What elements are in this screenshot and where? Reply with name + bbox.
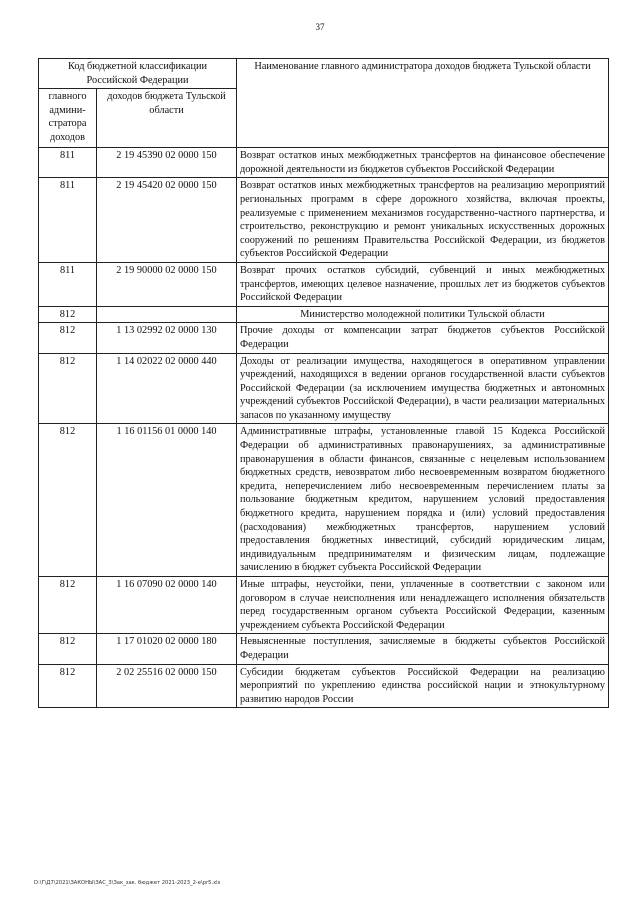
table-row	[39, 306, 609, 323]
name-header: Наименование главного администратора доходов бюджета Тульской области	[237, 59, 609, 148]
income-name-cell: Прочие доходы от компенсации затрат бюджетов субъектов Российской Федерации	[237, 323, 609, 353]
table-row	[39, 424, 609, 577]
table-row	[39, 634, 609, 664]
income-name-cell: Возврат остатков иных межбюджетных трансфертов на финансовое обеспечение дорожной деятельности из бюджетов субъектов Российской Федерации	[237, 148, 609, 178]
admin-code-cell: 812	[39, 634, 97, 664]
income-code-cell	[97, 306, 237, 323]
table-row	[39, 577, 609, 634]
admin-code-cell: 812	[39, 664, 97, 708]
income-name-cell: Административные штрафы, установленные главой 15 Кодекса Российской Федерации об административных правонарушениях, за административные правонарушения в области финансов, связанные с нецелевым использованием бюджетных средств, невозвратом либо несвоевременным возвратом бюджетного кредита, неперечислением либо несвоевременным перечислением платы за пользование бюджетным кредитом, нарушением условий предоставления бюджетного кредита, нарушением порядка и (или) условий предоставления (расходования) межбюджетных трансфертов, нарушением условий предоставления бюджетных инвестиций, субсидий юридическим лицам, индивидуальным предпринимателям и физическим лицам, подлежащие зачислению в бюджет субъекта Российской Федерации	[237, 424, 609, 577]
table-row	[39, 323, 609, 353]
file-path-footer: D:\Г\Д7\2021\ЗАКОНЫ\ЗАС_3\Зак_зак. бюджет 2021-2023_2-e\pr5.xls	[34, 880, 221, 886]
income-code-cell: 2 19 45420 02 0000 150	[97, 178, 237, 263]
admin-code-cell: 812	[39, 424, 97, 577]
admin-code-cell: 812	[39, 577, 97, 634]
income-code-cell: 1 14 02022 02 0000 440	[97, 353, 237, 424]
income-code-cell: 1 17 01020 02 0000 180	[97, 634, 237, 664]
table-row	[39, 178, 609, 263]
income-code-cell: 2 19 90000 02 0000 150	[97, 262, 237, 306]
income-col-header: доходов бюджета Тульской области	[97, 89, 237, 148]
income-name-cell: Невыясненные поступления, зачисляемые в бюджеты субъектов Российской Федерации	[237, 634, 609, 664]
income-code-cell: 2 02 25516 02 0000 150	[97, 664, 237, 708]
admin-code-cell: 811	[39, 178, 97, 263]
income-administrators-table	[38, 58, 609, 708]
admin-code-cell: 812	[39, 353, 97, 424]
income-name-cell: Субсидии бюджетам субъектов Российской Федерации на реализацию мероприятий по укреплению единства российской нации и этнокультурному развитию народов России	[237, 664, 609, 708]
income-code-cell: 1 13 02992 02 0000 130	[97, 323, 237, 353]
admin-code-cell: 812	[39, 306, 97, 323]
income-code-cell: 1 16 01156 01 0000 140	[97, 424, 237, 577]
page-number: 37	[315, 22, 325, 32]
table-header	[39, 59, 609, 148]
income-code-cell: 1 16 07090 02 0000 140	[97, 577, 237, 634]
table-row	[39, 148, 609, 178]
admin-code-cell: 811	[39, 148, 97, 178]
table-row	[39, 353, 609, 424]
admin-col-header: главного админи-стратора доходов	[39, 89, 97, 148]
income-code-cell: 2 19 45390 02 0000 150	[97, 148, 237, 178]
table-body	[39, 148, 609, 708]
income-name-cell: Возврат прочих остатков субсидий, субвенций и иных межбюджетных трансфертов, имеющих целевое назначение, прошлых лет из бюджетов субъектов Российской Федерации	[237, 262, 609, 306]
income-name-cell: Доходы от реализации имущества, находящегося в оперативном управлении учреждений, находящихся в ведении органов государственной власти субъектов Российской Федерации (за исключением имущества бюджетных и автономных учреждений субъектов Российской Федерации), в части реализации материальных запасов по указанному имуществу	[237, 353, 609, 424]
table-row	[39, 664, 609, 708]
income-name-cell: Иные штрафы, неустойки, пени, уплаченные в соответствии с законом или договором в случае неисполнения или ненадлежащего исполнения обязательств перед государственным органом субъекта Российской Федерации, казенным учреждением субъекта Российской Федерации	[237, 577, 609, 634]
admin-code-cell: 812	[39, 323, 97, 353]
income-name-cell: Возврат остатков иных межбюджетных трансфертов на реализацию мероприятий региональных программ в сфере дорожного хозяйства, включая проекты, реализуемые с применением механизмов государственно-частного партнерства, и строительство, реконструкцию и ремонт уникальных искусственных дорожных сооружений по решениям Правительства Российской Федерации, из бюджетов субъектов Российской Федерации	[237, 178, 609, 263]
table-row	[39, 262, 609, 306]
income-name-cell: Министерство молодежной политики Тульской области	[237, 306, 609, 323]
admin-code-cell: 811	[39, 262, 97, 306]
code-group-header: Код бюджетной классификации Российской Федерации	[39, 59, 237, 89]
